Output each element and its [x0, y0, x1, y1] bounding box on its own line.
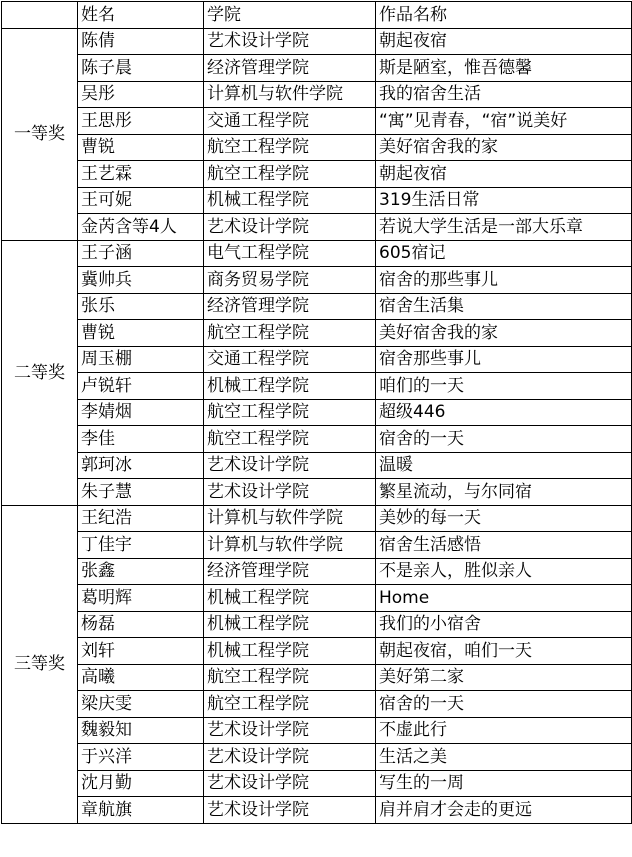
name-cell: 张鑫 [78, 558, 204, 585]
table-row [2, 187, 632, 214]
table-row [2, 532, 632, 559]
name-cell: 冀帅兵 [78, 267, 204, 294]
name-cell: 葛明辉 [78, 585, 204, 612]
work-cell: 繁星流动，与尔同宿 [376, 479, 632, 506]
college-cell: 艺术设计学院 [204, 744, 376, 771]
name-cell: 王艺霖 [78, 161, 204, 188]
name-cell: 高曦 [78, 664, 204, 691]
college-cell: 艺术设计学院 [204, 479, 376, 506]
table-row [2, 240, 632, 267]
college-cell: 航空工程学院 [204, 426, 376, 453]
table-row [2, 346, 632, 373]
work-cell: 宿舍的一天 [376, 691, 632, 718]
work-cell: 不虚此行 [376, 717, 632, 744]
work-cell: 超级446 [376, 399, 632, 426]
college-cell: 机械工程学院 [204, 638, 376, 665]
college-cell: 航空工程学院 [204, 134, 376, 161]
table-row [2, 691, 632, 718]
work-cell: 宿舍的那些事儿 [376, 267, 632, 294]
work-cell: 319生活日常 [376, 187, 632, 214]
college-cell: 交通工程学院 [204, 108, 376, 135]
work-cell: 朝起夜宿 [376, 28, 632, 55]
work-cell: 朝起夜宿，咱们一天 [376, 638, 632, 665]
name-cell: 李佳 [78, 426, 204, 453]
table-row [2, 452, 632, 479]
work-cell: 宿舍那些事儿 [376, 346, 632, 373]
table-row [2, 664, 632, 691]
name-cell: 曹锐 [78, 134, 204, 161]
work-cell: 宿舍生活集 [376, 293, 632, 320]
college-cell: 艺术设计学院 [204, 717, 376, 744]
award-rank-cell: 二等奖 [2, 240, 78, 505]
name-cell: 郭珂冰 [78, 452, 204, 479]
work-cell: 美好宿舍我的家 [376, 134, 632, 161]
table-row [2, 797, 632, 824]
college-cell: 机械工程学院 [204, 373, 376, 400]
table-row [2, 108, 632, 135]
college-cell: 航空工程学院 [204, 399, 376, 426]
work-cell: “寓”见青春，“宿”说美好 [376, 108, 632, 135]
name-cell: 吴彤 [78, 81, 204, 108]
work-cell: 温暖 [376, 452, 632, 479]
college-cell: 经济管理学院 [204, 293, 376, 320]
work-cell: 美妙的每一天 [376, 505, 632, 532]
name-cell: 章航旗 [78, 797, 204, 824]
college-cell: 艺术设计学院 [204, 214, 376, 241]
table-row [2, 505, 632, 532]
college-cell: 计算机与软件学院 [204, 532, 376, 559]
name-cell: 陈子晨 [78, 55, 204, 82]
college-cell: 航空工程学院 [204, 664, 376, 691]
college-cell: 机械工程学院 [204, 611, 376, 638]
work-cell: 咱们的一天 [376, 373, 632, 400]
name-cell: 朱子慧 [78, 479, 204, 506]
table-row [2, 267, 632, 294]
college-cell: 艺术设计学院 [204, 797, 376, 824]
work-cell: 美好第二家 [376, 664, 632, 691]
college-cell: 商务贸易学院 [204, 267, 376, 294]
name-cell: 梁庆雯 [78, 691, 204, 718]
table-row [2, 55, 632, 82]
college-cell: 计算机与软件学院 [204, 505, 376, 532]
work-cell: 斯是陋室，惟吾德馨 [376, 55, 632, 82]
name-cell: 魏毅知 [78, 717, 204, 744]
name-cell: 曹锐 [78, 320, 204, 347]
work-cell: 605宿记 [376, 240, 632, 267]
work-cell: 肩并肩才会走的更远 [376, 797, 632, 824]
header-rank-cell [2, 2, 78, 29]
work-cell: 美好宿舍我的家 [376, 320, 632, 347]
table-row [2, 717, 632, 744]
college-cell: 计算机与软件学院 [204, 81, 376, 108]
college-cell: 艺术设计学院 [204, 28, 376, 55]
name-cell: 杨磊 [78, 611, 204, 638]
work-cell: 朝起夜宿 [376, 161, 632, 188]
name-cell: 丁佳宇 [78, 532, 204, 559]
header-row [2, 2, 632, 29]
work-cell: 不是亲人，胜似亲人 [376, 558, 632, 585]
work-cell: Home [376, 585, 632, 612]
table-row [2, 638, 632, 665]
name-cell: 王可妮 [78, 187, 204, 214]
table-header [2, 2, 632, 29]
table-row [2, 214, 632, 241]
name-cell: 金芮含等4人 [78, 214, 204, 241]
table-row [2, 134, 632, 161]
name-cell: 王思彤 [78, 108, 204, 135]
college-cell: 航空工程学院 [204, 691, 376, 718]
table-row [2, 611, 632, 638]
header-work-cell: 作品名称 [376, 2, 632, 29]
college-cell: 经济管理学院 [204, 55, 376, 82]
table-row [2, 744, 632, 771]
table-row [2, 373, 632, 400]
name-cell: 张乐 [78, 293, 204, 320]
award-rank-cell: 一等奖 [2, 28, 78, 240]
name-cell: 李婧烟 [78, 399, 204, 426]
table-row [2, 558, 632, 585]
name-cell: 周玉棚 [78, 346, 204, 373]
table-row [2, 293, 632, 320]
table-row [2, 81, 632, 108]
name-cell: 王纪浩 [78, 505, 204, 532]
table-row [2, 770, 632, 797]
header-college-cell: 学院 [204, 2, 376, 29]
college-cell: 电气工程学院 [204, 240, 376, 267]
work-cell: 我的宿舍生活 [376, 81, 632, 108]
work-cell: 我们的小宿舍 [376, 611, 632, 638]
header-name-cell: 姓名 [78, 2, 204, 29]
college-cell: 航空工程学院 [204, 161, 376, 188]
table-row [2, 479, 632, 506]
table-row [2, 28, 632, 55]
work-cell: 宿舍的一天 [376, 426, 632, 453]
name-cell: 刘轩 [78, 638, 204, 665]
college-cell: 航空工程学院 [204, 320, 376, 347]
name-cell: 王子涵 [78, 240, 204, 267]
college-cell: 经济管理学院 [204, 558, 376, 585]
work-cell: 生活之美 [376, 744, 632, 771]
name-cell: 于兴洋 [78, 744, 204, 771]
name-cell: 沈月勤 [78, 770, 204, 797]
award-rank-cell: 三等奖 [2, 505, 78, 823]
work-cell: 宿舍生活感悟 [376, 532, 632, 559]
table-body [2, 28, 632, 823]
college-cell: 艺术设计学院 [204, 452, 376, 479]
college-cell: 艺术设计学院 [204, 770, 376, 797]
college-cell: 交通工程学院 [204, 346, 376, 373]
name-cell: 卢锐轩 [78, 373, 204, 400]
work-cell: 写生的一周 [376, 770, 632, 797]
table-row [2, 585, 632, 612]
name-cell: 陈倩 [78, 28, 204, 55]
college-cell: 机械工程学院 [204, 585, 376, 612]
college-cell: 机械工程学院 [204, 187, 376, 214]
work-cell: 若说大学生活是一部大乐章 [376, 214, 632, 241]
award-table [1, 1, 632, 824]
table-row [2, 399, 632, 426]
table-row [2, 320, 632, 347]
table-row [2, 426, 632, 453]
table-row [2, 161, 632, 188]
